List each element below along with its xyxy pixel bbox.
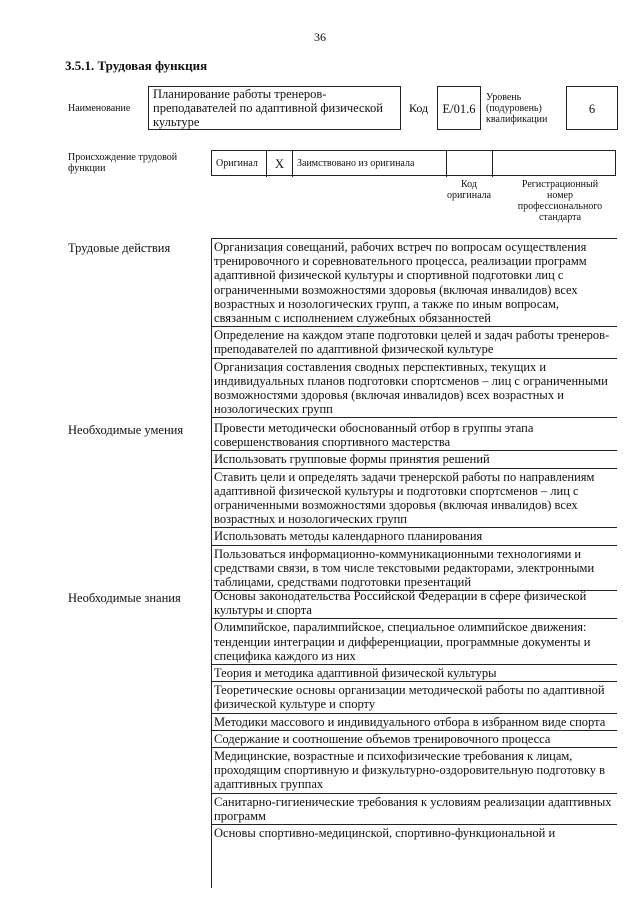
list-item: Основы спортивно-медицинской, спортивно-функциональной и (214, 826, 556, 841)
section-label-skills: Необходимые умения (68, 423, 184, 437)
origin-original: Оригинал (212, 151, 267, 177)
caption-code: Код оригинала (446, 179, 492, 201)
qualification-level: 6 (566, 86, 618, 130)
list-item: Ставить цели и определять задачи тренерской работы по направлениям адаптивной физической культуры и подготовки спортсменов – лиц с ограниченными возможностями здоровья (включая инвалидов) всех возрастных и нозологических групп (211, 469, 617, 529)
skills-list (211, 420, 617, 591)
name-label: Наименование (68, 103, 131, 114)
caption-reg: Регистрационный номер профессионального стандарта (517, 179, 603, 223)
code-label: Код (409, 101, 429, 115)
level-label: Уровень (подуровень) квалификации (486, 92, 548, 125)
section-label-knowledge: Необходимые знания (68, 591, 181, 605)
list-item: Использовать методы календарного планирования (211, 528, 617, 545)
list-item: Медицинские, возрастные и психофизические требования к лицам, проходящим спортивную и физкультурно-оздоровительную подготовку в адаптивных группах (211, 748, 617, 794)
function-code: E/01.6 (437, 86, 481, 130)
section-label-actions: Трудовые действия (68, 241, 171, 255)
origin-reg-cell (493, 151, 617, 177)
actions-list (211, 238, 617, 418)
list-item: Методики массового и индивидуального отбора в избранном виде спорта (211, 714, 617, 731)
list-item: Основы законодательства Российской Федерации в сфере физической культуры и спорта (211, 588, 617, 619)
list-item: Провести методически обоснованный отбор в группы этапа совершенствования спортивного мастерства (211, 420, 617, 451)
origin-mark: X (267, 151, 293, 177)
knowledge-list (211, 588, 617, 841)
page-number: 36 (314, 30, 326, 44)
function-name: Планирование работы тренеров-преподавателей по адаптивной физической культуре (148, 86, 401, 130)
origin-row (211, 150, 616, 176)
list-item: Санитарно-гигиенические требования к условиям реализации адаптивных программ (211, 794, 617, 825)
list-item: Пользоваться информационно-коммуникационными технологиями и средствами связи, в том числе текстовыми редакторами, электронными таблицами, средствами подготовки презентаций (211, 546, 617, 592)
origin-label: Происхождение трудовой функции (68, 152, 178, 174)
list-item: Олимпийское, паралимпийское, специальное олимпийское движения: тенденции интеграции и дифференциации, программные документы и специфика каждого из них (211, 619, 617, 665)
origin-code-cell (447, 151, 493, 177)
list-item: Определение на каждом этапе подготовки целей и задач работы тренеров-преподавателей по адаптивной физической культуре (211, 327, 617, 358)
list-item: Теоретические основы организации методической работы по адаптивной физической культуре и спорту (211, 682, 617, 713)
list-item: Использовать групповые формы принятия решений (211, 451, 617, 468)
list-item: Организация совещаний, рабочих встреч по вопросам осуществления тренировочного и соревновательного процесса, реализации программ адаптивной физической культуры и спортивной подготовки лиц с ограниченными возможностями здоровья (включая инвалидов) всех возрастных и нозологических групп, а также по иным вопросам, связанным с исполнением служебных обязанностей (211, 238, 617, 327)
list-item: Организация составления сводных перспективных, текущих и индивидуальных планов подготовки спортсменов – лиц с ограниченными возможностями здоровья (включая инвалидов) всех возрастных и нозологических групп (211, 359, 617, 419)
list-item: Теория и методика адаптивной физической культуры (211, 665, 617, 682)
section-heading: 3.5.1. Трудовая функция (65, 58, 208, 73)
origin-borrowed: Заимствовано из оригинала (293, 151, 447, 177)
list-item: Содержание и соотношение объемов тренировочного процесса (211, 731, 617, 748)
